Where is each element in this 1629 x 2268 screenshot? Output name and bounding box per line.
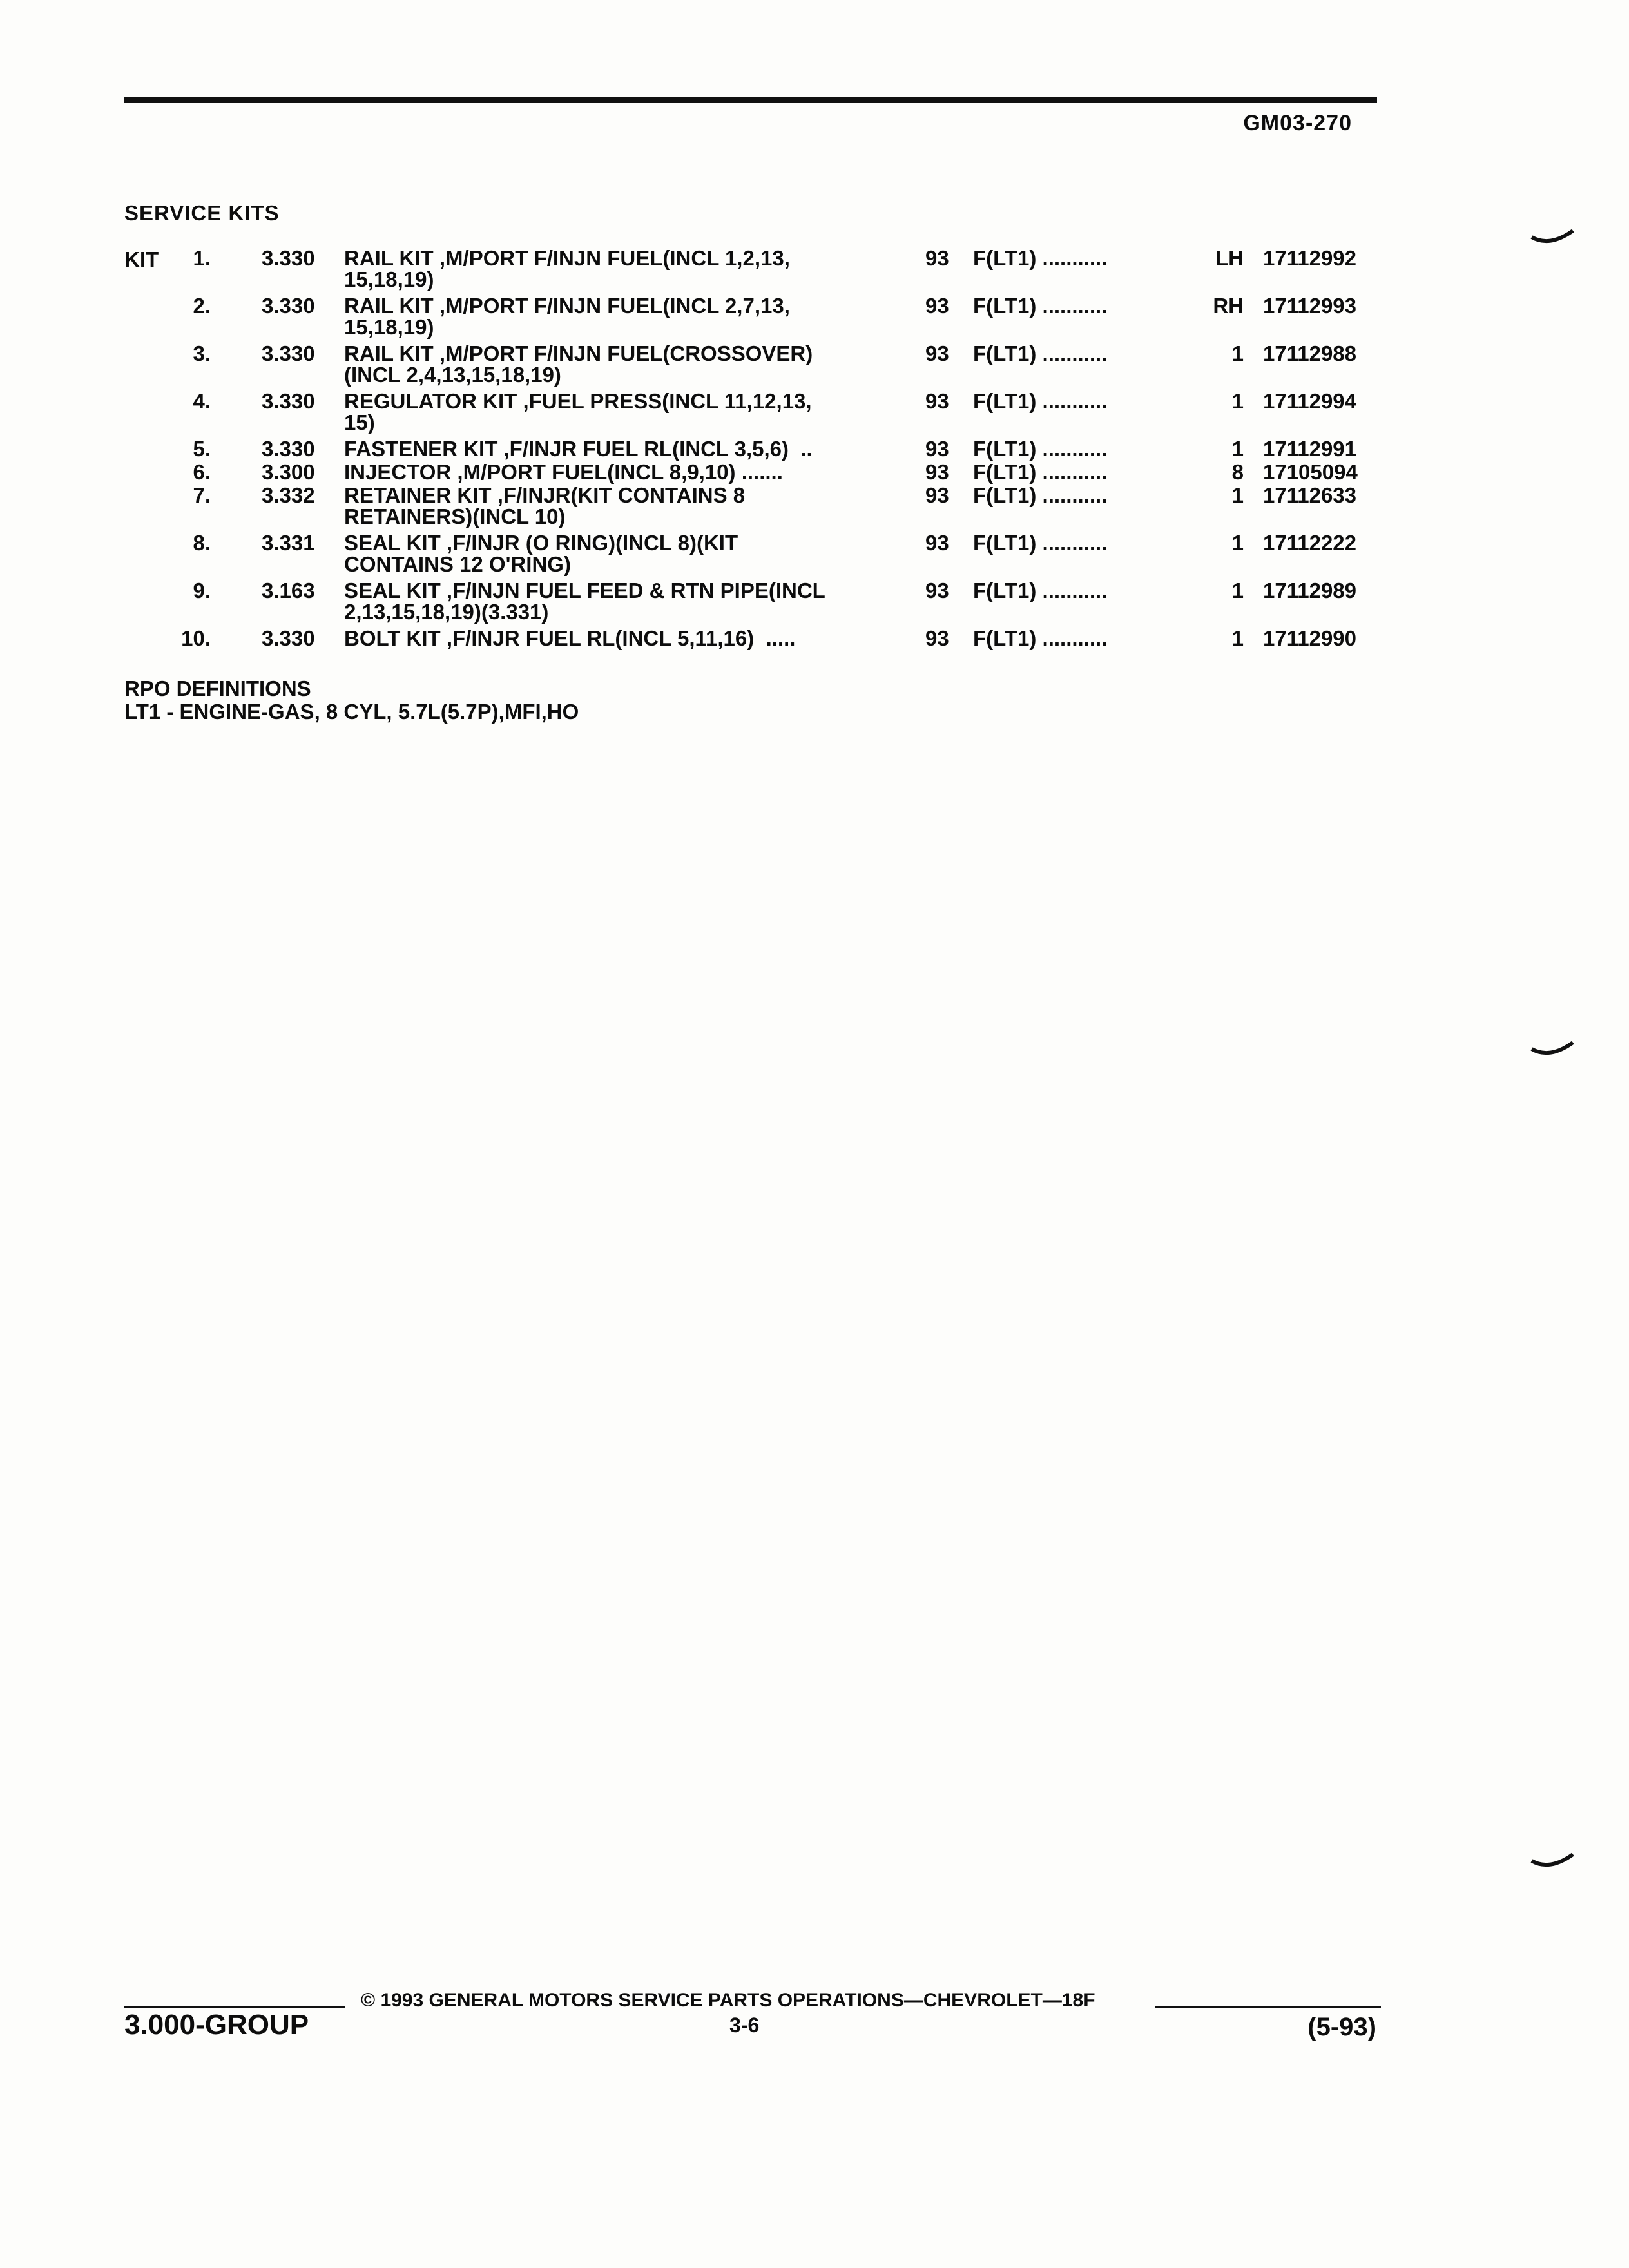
- part-number: 17112989: [1263, 579, 1357, 602]
- rpo-definition: LT1 - ENGINE-GAS, 8 CYL, 5.7L(5.7P),MFI,HO: [124, 700, 579, 724]
- footer-copyright: © 1993 GENERAL MOTORS SERVICE PARTS OPERATIONS—CHEVROLET—18F: [361, 1990, 1095, 2011]
- group-number: 3.330: [262, 437, 315, 461]
- item-number: 3.: [193, 341, 211, 365]
- document-code: GM03-270: [1243, 111, 1352, 135]
- part-description: RETAINER KIT ,F/INJR(KIT CONTAINS 8 RETAINERS)(INCL 10): [344, 483, 746, 528]
- group-number: 3.330: [262, 294, 315, 318]
- quantity: 1: [1231, 389, 1244, 413]
- section-title: SERVICE KITS: [124, 201, 280, 225]
- item-number: 5.: [193, 437, 211, 461]
- quantity: 1: [1231, 626, 1244, 650]
- revision-date: (5-93): [1307, 2013, 1376, 2041]
- quantity: 1: [1231, 579, 1244, 602]
- application: F(LT1) ...........: [973, 626, 1108, 650]
- part-number: 17112992: [1263, 246, 1357, 270]
- quantity: 1: [1231, 437, 1244, 461]
- kit-label: KIT: [124, 247, 159, 271]
- footer-rule: [1155, 2006, 1381, 2008]
- part-number: 17112990: [1263, 626, 1357, 650]
- page-number: 3-6: [729, 2013, 760, 2037]
- part-description: RAIL KIT ,M/PORT F/INJN FUEL(INCL 1,2,13, 15,18,19): [344, 246, 790, 291]
- model-year: 93: [925, 341, 949, 365]
- part-description: SEAL KIT ,F/INJN FUEL FEED & RTN PIPE(INCL 2,13,15,18,19)(3.331): [344, 579, 825, 624]
- application: F(LT1) ...........: [973, 437, 1108, 461]
- item-number: 2.: [193, 294, 211, 318]
- model-year: 93: [925, 460, 949, 484]
- application: F(LT1) ...........: [973, 389, 1108, 413]
- item-number: 8.: [193, 531, 211, 555]
- model-year: 93: [925, 437, 949, 461]
- application: F(LT1) ...........: [973, 294, 1108, 318]
- quantity: 1: [1231, 531, 1244, 555]
- binder-hole-mark: [1530, 1037, 1576, 1063]
- part-number: 17112633: [1263, 483, 1357, 507]
- model-year: 93: [925, 579, 949, 602]
- application: F(LT1) ...........: [973, 460, 1108, 484]
- group-number: 3.330: [262, 626, 315, 650]
- item-number: 4.: [193, 389, 211, 413]
- application: F(LT1) ...........: [973, 531, 1108, 555]
- model-year: 93: [925, 294, 949, 318]
- group-number: 3.330: [262, 341, 315, 365]
- quantity: LH: [1215, 246, 1244, 270]
- part-description: REGULATOR KIT ,FUEL PRESS(INCL 11,12,13, 15): [344, 389, 812, 434]
- header-rule: [124, 97, 1377, 103]
- rpo-definitions-title: RPO DEFINITIONS: [124, 677, 311, 700]
- part-description: RAIL KIT ,M/PORT F/INJN FUEL(CROSSOVER) (INCL 2,4,13,15,18,19): [344, 341, 813, 387]
- part-description: SEAL KIT ,F/INJR (O RING)(INCL 8)(KIT CONTAINS 12 O'RING): [344, 531, 738, 576]
- group-number: 3.331: [262, 531, 315, 555]
- quantity: 8: [1231, 460, 1244, 484]
- part-description: FASTENER KIT ,F/INJR FUEL RL(INCL 3,5,6) ..: [344, 437, 813, 461]
- part-description: RAIL KIT ,M/PORT F/INJN FUEL(INCL 2,7,13, 15,18,19): [344, 294, 790, 339]
- group-number: 3.332: [262, 483, 315, 507]
- footer-group-label: 3.000-GROUP: [124, 2009, 309, 2041]
- part-number: 17112993: [1263, 294, 1357, 318]
- part-description: INJECTOR ,M/PORT FUEL(INCL 8,9,10) .......: [344, 460, 783, 484]
- quantity: RH: [1213, 294, 1244, 318]
- application: F(LT1) ...........: [973, 483, 1108, 507]
- item-number: 10.: [181, 626, 211, 650]
- application: F(LT1) ...........: [973, 341, 1108, 365]
- application: F(LT1) ...........: [973, 246, 1108, 270]
- part-description: BOLT KIT ,F/INJR FUEL RL(INCL 5,11,16) .....: [344, 626, 796, 650]
- part-number: 17112994: [1263, 389, 1357, 413]
- group-number: 3.330: [262, 389, 315, 413]
- part-number: 17105094: [1263, 460, 1358, 484]
- item-number: 7.: [193, 483, 211, 507]
- footer-rule: [124, 2006, 345, 2008]
- quantity: 1: [1231, 483, 1244, 507]
- model-year: 93: [925, 626, 949, 650]
- binder-hole-mark: [1530, 1849, 1576, 1875]
- item-number: 6.: [193, 460, 211, 484]
- item-number: 9.: [193, 579, 211, 602]
- group-number: 3.330: [262, 246, 315, 270]
- binder-hole-mark: [1530, 226, 1576, 251]
- group-number: 3.300: [262, 460, 315, 484]
- model-year: 93: [925, 531, 949, 555]
- model-year: 93: [925, 389, 949, 413]
- model-year: 93: [925, 483, 949, 507]
- part-number: 17112222: [1263, 531, 1357, 555]
- group-number: 3.163: [262, 579, 315, 602]
- model-year: 93: [925, 246, 949, 270]
- part-number: 17112991: [1263, 437, 1357, 461]
- application: F(LT1) ...........: [973, 579, 1108, 602]
- item-number: 1.: [193, 246, 211, 270]
- quantity: 1: [1231, 341, 1244, 365]
- part-number: 17112988: [1263, 341, 1357, 365]
